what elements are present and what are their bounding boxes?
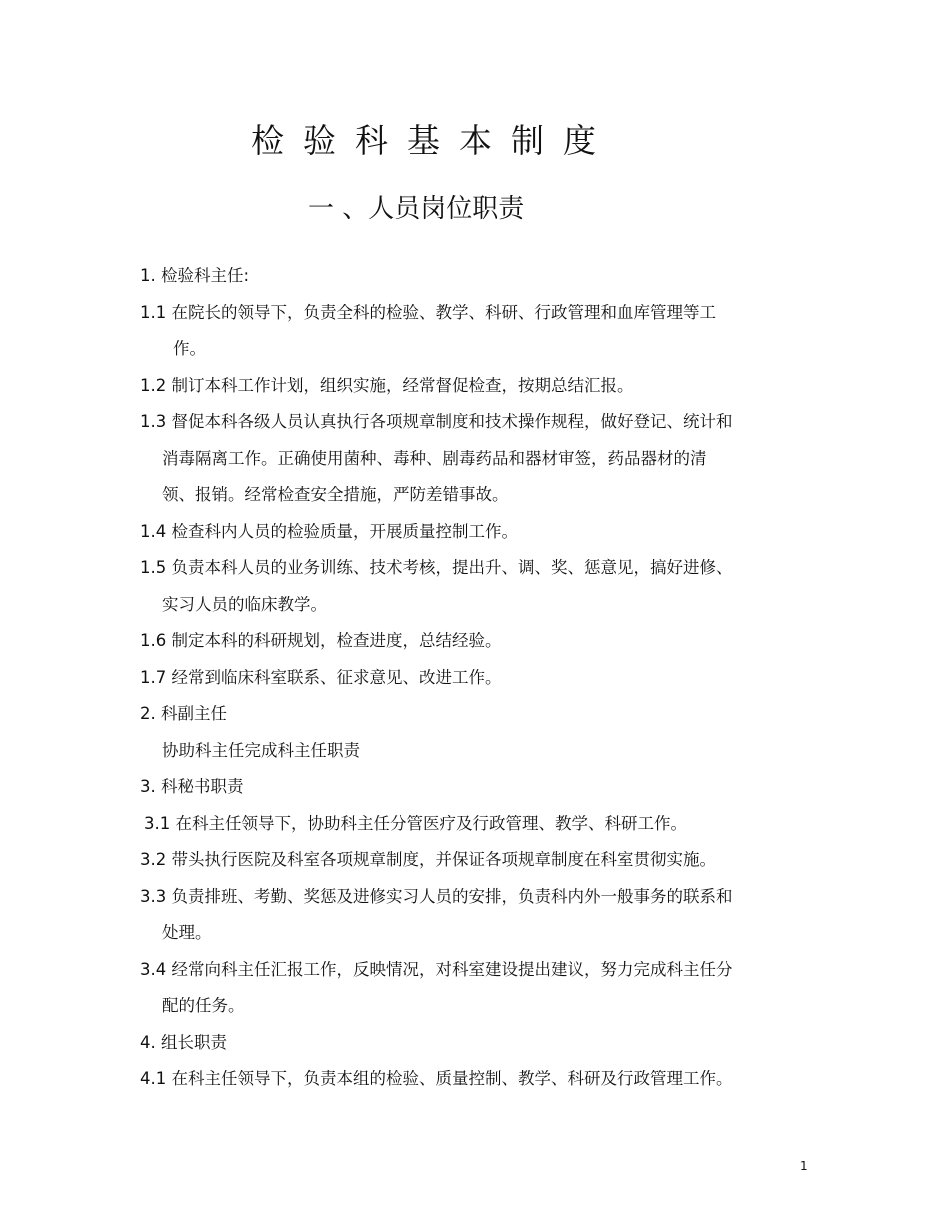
body-line: 领、报销。经常检查安全措施，严防差错事故。 (162, 485, 509, 504)
body-line: 作。 (173, 339, 206, 358)
page-number: 1 (800, 1159, 808, 1173)
body-line: 1.3 督促本科各级人员认真执行各项规章制度和技术操作规程，做好登记、统计和 (140, 412, 733, 431)
body-line: 实习人员的临床教学。 (162, 594, 327, 614)
body-line: 1.7 经常到临床科室联系、征求意见、改进工作。 (140, 667, 502, 687)
body-line: 2. 科副主任 (140, 704, 227, 723)
document-title: 检验科基本制度 (251, 121, 615, 160)
body-line: 3.2 带头执行医院及科室各项规章制度，并保证各项规章制度在科室贯彻实施。 (140, 850, 716, 869)
body-line: 4.1 在科主任领导下，负责本组的检验、质量控制、教学、科研及行政管理工作。 (140, 1069, 733, 1088)
document-body (140, 258, 780, 1098)
body-line: 处理。 (162, 923, 212, 942)
body-line: 3.3 负责排班、考勤、奖惩及进修实习人员的安排，负责科内外一般事务的联系和 (140, 886, 733, 906)
body-line: 3.4 经常向科主任汇报工作，反映情况，对科室建设提出建议，努力完成科主任分 (140, 959, 733, 979)
body-line: 3.1 在科主任领导下，协助科主任分管医疗及行政管理、教学、科研工作。 (144, 813, 687, 833)
body-line: 3. 科秘书职责 (140, 777, 244, 796)
body-line: 配的任务。 (162, 996, 245, 1015)
body-line: 4. 组长职责 (140, 1032, 227, 1052)
body-line: 消毒隔离工作。正确使用菌种、毒种、剧毒药品和器材审签，药品器材的清 (162, 448, 707, 468)
body-line: 1.4 检查科内人员的检验质量，开展质量控制工作。 (140, 521, 518, 541)
body-line: 1.6 制定本科的科研规划，检查进度，总结经验。 (140, 631, 502, 650)
body-line: 1.1 在院长的领导下，负责全科的检验、教学、科研、行政管理和血库管理等工 (140, 302, 716, 322)
body-line: 1. 检验科主任: (140, 266, 250, 285)
body-line: 协助科主任完成科主任职责 (162, 740, 360, 760)
body-line: 1.2 制订本科工作计划，组织实施，经常督促检查，按期总结汇报。 (140, 375, 634, 395)
body-line: 1.5 负责本科人员的业务训练、技术考核，提出升、调、奖、惩意见，搞好进修、 (140, 558, 733, 577)
section-heading: 一 、人员岗位职责 (308, 194, 525, 224)
